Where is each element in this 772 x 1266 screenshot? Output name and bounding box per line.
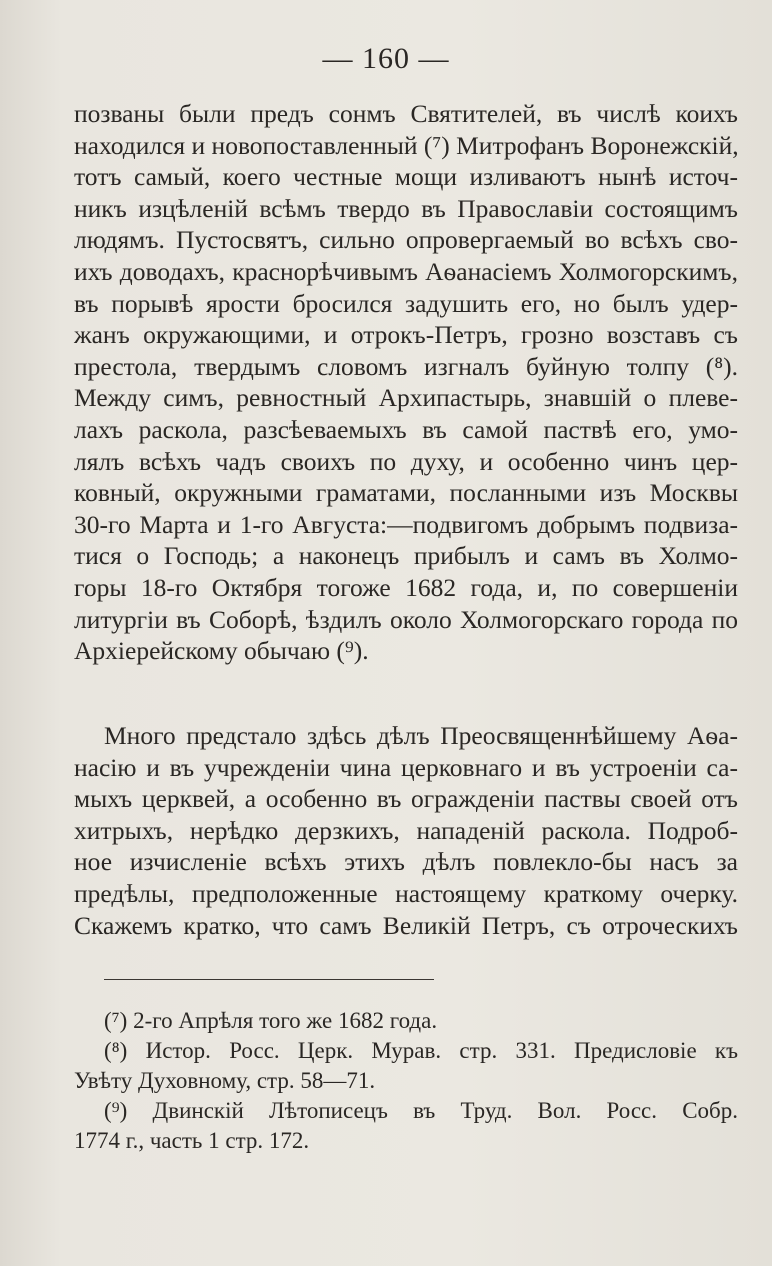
text-line: хитрыхъ, нерѣдко дерзкихъ, нападеній раскола. Подроб- bbox=[74, 815, 738, 845]
text-line: никъ изцѣленій всѣмъ твердо въ Православіи состоящимъ bbox=[74, 193, 738, 223]
paragraph-1 bbox=[74, 98, 738, 667]
text-line: мыхъ церквей, а особенно въ огражденіи паствы своей отъ bbox=[74, 784, 738, 814]
text-line: Между симъ, ревностный Архипастырь, знавшій о плеве- bbox=[74, 383, 738, 413]
footnote-7: (⁷) 2-го Апрѣля того же 1682 года. bbox=[104, 1008, 438, 1033]
footnote-9-cont: 1774 г., часть 1 стр. 172. bbox=[74, 1128, 310, 1153]
text-line: 30-го Марта и 1-го Августа:—подвигомъ добрымъ подвиза- bbox=[74, 509, 738, 539]
footnote-divider bbox=[104, 979, 434, 980]
text-line: насію и въ учрежденіи чина церковнаго и въ устроеніи са- bbox=[74, 752, 738, 782]
footnote-8-cont: Увѣту Духовному, стр. 58—71. bbox=[74, 1068, 376, 1093]
text-line: Много предстало здѣсь дѣлъ Преосвященнѣйшему Аѳа- bbox=[104, 721, 738, 750]
text-line: престола, твердымъ словомъ изгналъ буйную толпу (⁸). bbox=[74, 351, 738, 381]
text-line: тися о Господь; а наконецъ прибылъ и самъ въ Холмо- bbox=[74, 541, 738, 571]
footnotes bbox=[74, 1006, 738, 1156]
text-line: позваны были предъ сонмъ Святителей, въ числѣ коихъ bbox=[74, 99, 738, 128]
text-line: Архіерейскому обычаю (⁹). bbox=[74, 636, 369, 666]
text-line: Скажемъ кратко, что самъ Великій Петръ, съ отроческихъ bbox=[74, 910, 738, 940]
text-line: находился и новопоставленный (⁷) Митрофанъ Воронежскій, bbox=[74, 130, 739, 160]
footnote-9: (⁹) Двинскій Лѣтописецъ въ Труд. Вол. Росс. Собр. bbox=[104, 1098, 738, 1123]
text-line: лахъ раскола, разсѣеваемыхъ въ самой паствѣ его, умо- bbox=[74, 414, 738, 444]
text-line: литургіи въ Соборѣ, ѣздилъ около Холмогорскаго города по bbox=[74, 604, 738, 634]
text-line: предѣлы, предположенные настоящему краткому очерку. bbox=[74, 878, 738, 908]
paragraph-2 bbox=[74, 720, 738, 941]
text-line: жанъ окружающими, и отрокъ-Петръ, грозно возставъ съ bbox=[74, 320, 738, 350]
text-line: въ порывѣ ярости бросился задушить его, но былъ удер- bbox=[74, 288, 738, 318]
text-line: ихъ доводахъ, краснорѣчивымъ Аѳанасіемъ Холмогорскимъ, bbox=[74, 256, 738, 286]
footnote-8: (⁸) Истор. Росс. Церк. Мурав. стр. 331. Предисловіе къ bbox=[104, 1038, 738, 1063]
text-line: тотъ самый, коего честные мощи изливаютъ нынѣ источ- bbox=[74, 162, 738, 192]
text-line: людямъ. Пустосвятъ, сильно опровергаемый во всѣхъ сво- bbox=[74, 225, 738, 255]
page-number: — 160 — bbox=[322, 42, 450, 75]
text-line: ное изчисленіе всѣхъ этихъ дѣлъ повлекло-бы насъ за bbox=[74, 847, 738, 877]
text-line: ковный, окружными граматами, посланными изъ Москвы bbox=[74, 478, 738, 508]
text-line: горы 18-го Октября тогоже 1682 года, и, по совершеніи bbox=[74, 572, 738, 602]
text-line: лялъ всѣхъ чадъ своихъ по духу, и особенно чинъ цер- bbox=[74, 446, 738, 476]
